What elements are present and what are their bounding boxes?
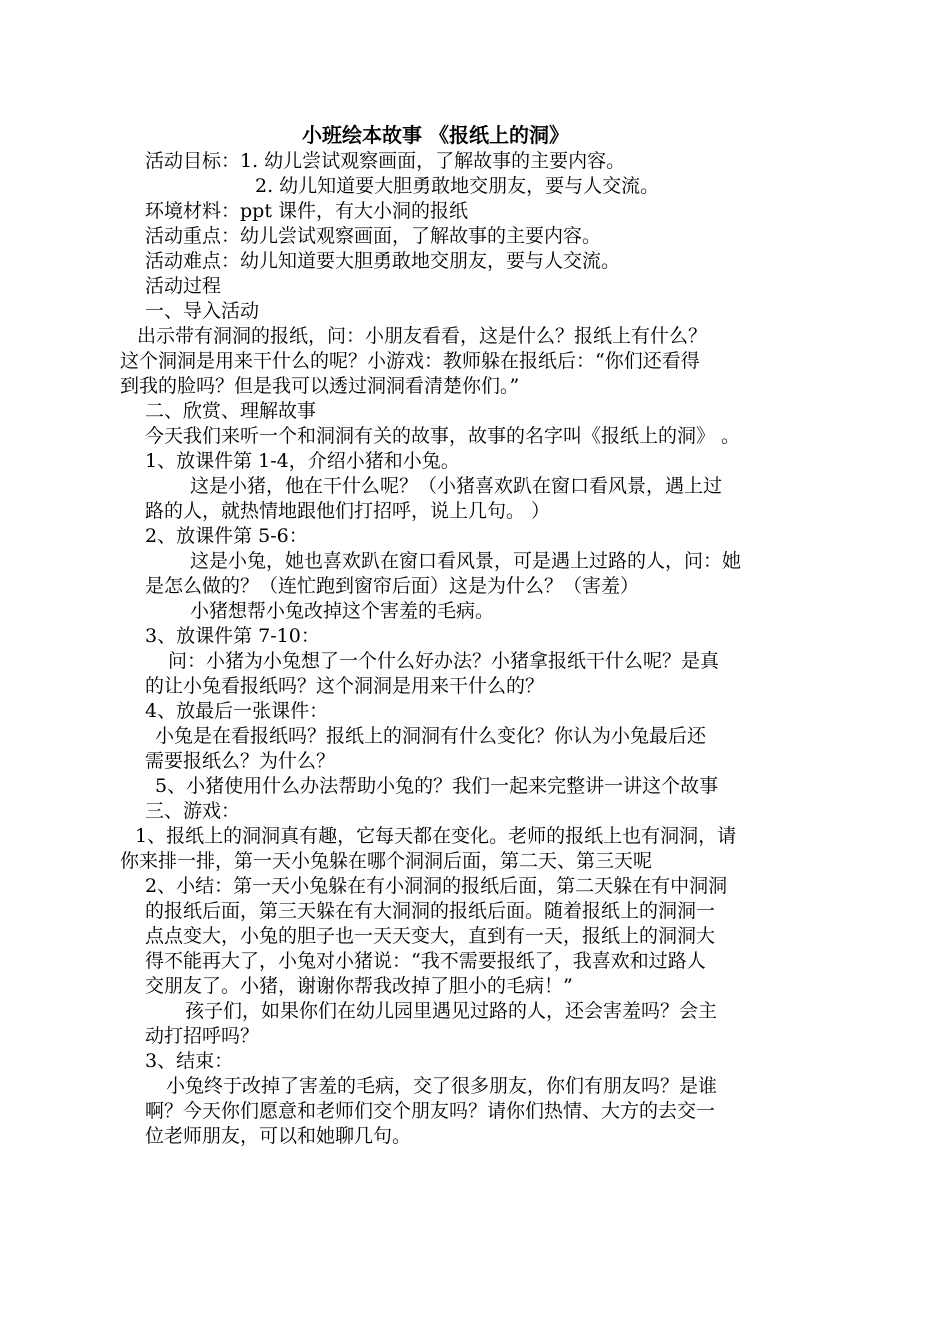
paragraph-line: 你来排一排，第一天小兔躲在哪个洞洞后面，第二天、第三天呢 (120, 850, 653, 872)
paragraph-line: 点点变大，小兔的胆子也一天天变大，直到有一天，报纸上的洞洞大 (145, 925, 716, 947)
paragraph-line: 交朋友了。小猪，谢谢你帮我改掉了胆小的毛病！” (145, 975, 573, 997)
step-3-heading: 3、放课件第 7-10： (145, 625, 320, 647)
paragraph-line: 到我的脸吗？但是我可以透过洞洞看清楚你们。” (120, 375, 520, 397)
paragraph-line: 小兔终于改掉了害羞的毛病，交了很多朋友，你们有朋友吗？是谁 (166, 1075, 718, 1097)
paragraph-line: 孩子们，如果你们在幼儿园里遇见过路的人，还会害羞吗？会主 (185, 1000, 718, 1022)
section-2-heading: 二、欣赏、理解故事 (145, 400, 317, 422)
paragraph-line: 小猪想帮小兔改掉这个害羞的毛病。 (190, 600, 495, 622)
paragraph-line: 今天我们来听一个和洞洞有关的故事，故事的名字叫《报纸上的洞》 。 (145, 425, 741, 447)
paragraph-line: 需要报纸么？为什么？ (145, 750, 336, 772)
step-5-line: 5、小猪使用什么办法帮助小兔的？我们一起来完整讲一讲这个故事 (155, 775, 719, 797)
ending-heading: 3、结束： (145, 1050, 234, 1072)
summary-line: 2、小结：第一天小兔躲在有小洞洞的报纸后面，第二天躲在有中洞洞 (145, 875, 728, 897)
key-point-line: 活动重点：幼儿尝试观察画面，了解故事的主要内容。 (145, 225, 602, 247)
paragraph-line: 是怎么做的？（连忙跑到窗帘后面）这是为什么？（害羞） (145, 575, 640, 597)
paragraph-line: 动打招呼吗？ (145, 1025, 260, 1047)
paragraph-line: 的让小兔看报纸吗？这个洞洞是用来干什么的？ (145, 675, 545, 697)
paragraph-line: 啊？今天你们愿意和老师们交个朋友吗？请你们热情、大方的去交一 (145, 1100, 716, 1122)
paragraph-line: 1、报纸上的洞洞真有趣，它每天都在变化。老师的报纸上也有洞洞，请 (135, 825, 737, 847)
goal-line-1: 活动目标：1. 幼儿尝试观察画面，了解故事的主要内容。 (145, 150, 626, 172)
paragraph-line: 得不能再大了，小兔对小猪说：“我不需要报纸了，我喜欢和过路人 (145, 950, 706, 972)
paragraph-line: 这个洞洞是用来干什么的呢？小游戏：教师躲在报纸后：“你们还看得 (120, 350, 700, 372)
paragraph-line: 路的人，就热情地跟他们打招呼，说上几句。 ） (145, 500, 551, 522)
paragraph-line: 位老师朋友，可以和她聊几句。 (145, 1125, 412, 1147)
document-title: 小班绘本故事 《报纸上的洞》 (302, 123, 569, 147)
paragraph-line: 出示带有洞洞的报纸，问：小朋友看看，这是什么？报纸上有什么？ (137, 325, 708, 347)
paragraph-line: 小兔是在看报纸吗？报纸上的洞洞有什么变化？你认为小兔最后还 (155, 725, 707, 747)
goal-line-2: 2. 幼儿知道要大胆勇敢地交朋友，要与人交流。 (255, 175, 660, 197)
materials-line: 环境材料：ppt 课件，有大小洞的报纸 (145, 200, 469, 222)
step-2-heading: 2、放课件第 5-6： (145, 525, 308, 547)
process-heading: 活动过程 (145, 275, 222, 297)
paragraph-line: 的报纸后面，第三天躲在有大洞洞的报纸后面。随着报纸上的洞洞一 (145, 900, 716, 922)
section-1-heading: 一、导入活动 (145, 300, 260, 322)
step-4-heading: 4、放最后一张课件： (145, 700, 329, 722)
difficulty-line: 活动难点：幼儿知道要大胆勇敢地交朋友，要与人交流。 (145, 250, 621, 272)
section-3-heading: 三、游戏： (145, 800, 241, 822)
step-1-heading: 1、放课件第 1-4，介绍小猪和小兔。 (145, 450, 460, 472)
paragraph-line: 这是小猪，他在干什么呢？（小猪喜欢趴在窗口看风景，遇上过 (190, 475, 723, 497)
paragraph-line: 这是小兔，她也喜欢趴在窗口看风景，可是遇上过路的人，问：她 (190, 550, 742, 572)
paragraph-line: 问：小猪为小兔想了一个什么好办法？小猪拿报纸干什么呢？是真 (168, 650, 720, 672)
